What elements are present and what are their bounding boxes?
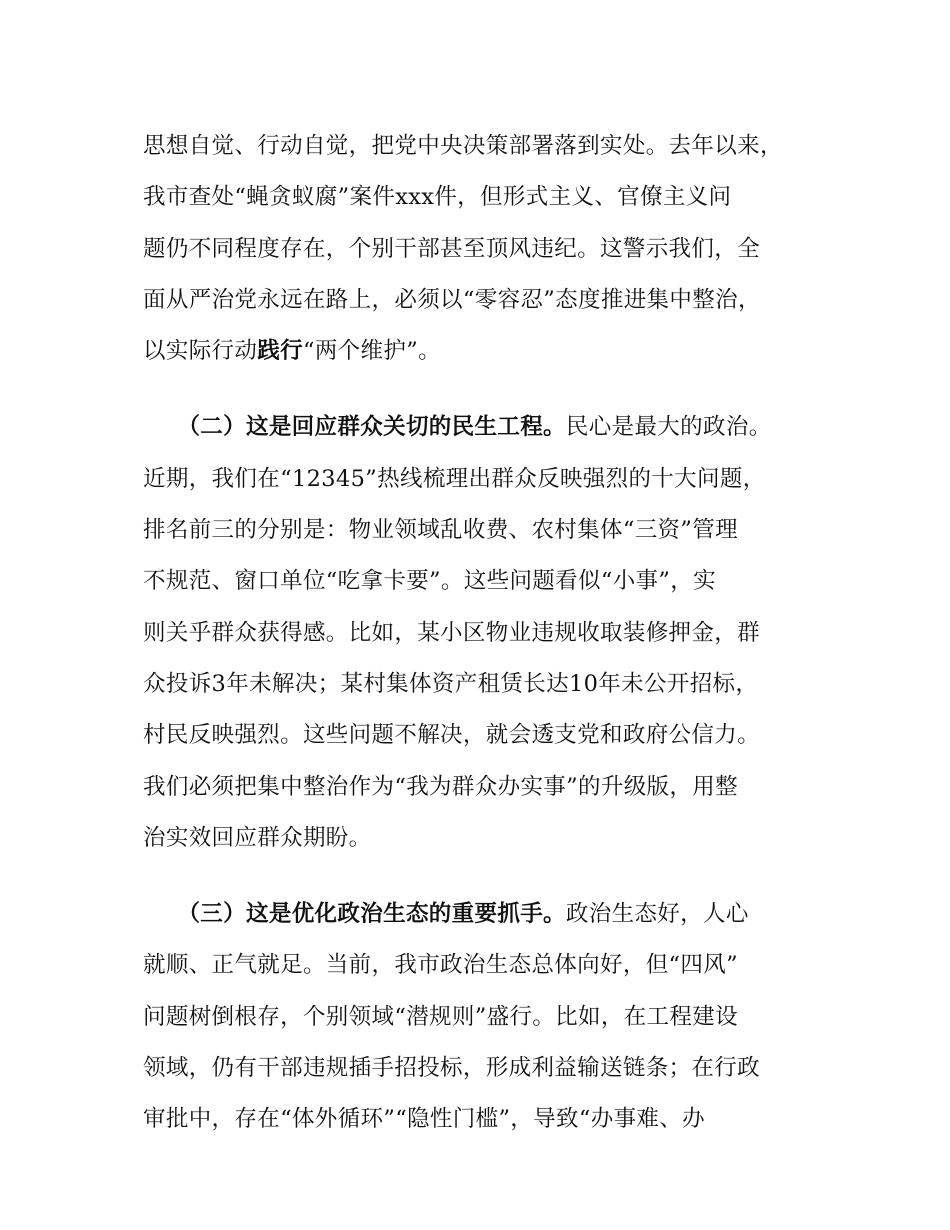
text-line: 就顺、正气就足。当前，我市政治生态总体向好，但“四风” bbox=[143, 952, 738, 979]
paragraph-2 bbox=[143, 402, 815, 864]
text-line: 问题树倒根存，个别领域“潜规则”盛行。比如，在工程建设 bbox=[143, 1003, 738, 1030]
text-run: 政治生态好，人心 bbox=[565, 901, 749, 928]
paragraph-3 bbox=[143, 889, 815, 1145]
indent bbox=[143, 901, 189, 927]
text-line: 我们必须把集中整治作为“我为群众办实事”的升级版，用整 bbox=[143, 773, 738, 800]
text-line bbox=[143, 889, 815, 940]
text-line: 我市查处“蝇贪蚁腐”案件xxx件，但形式主义、官僚主义问 bbox=[143, 184, 732, 211]
text-run: 民心是最大的政治。 bbox=[565, 414, 772, 441]
text-line: 众投诉3年未解决；某村集体资产租赁长达10年未公开招标， bbox=[143, 670, 759, 697]
indent bbox=[143, 414, 189, 440]
text-line: 治实效回应群众期盼。 bbox=[143, 824, 372, 851]
text-line: 排名前三的分别是：物业领域乱收费、农村集体“三资”管理 bbox=[143, 517, 738, 544]
bold-text-run: 践行 bbox=[257, 338, 303, 365]
paragraph-1 bbox=[143, 121, 815, 377]
section-heading: （三）这是优化政治生态的重要抓手。 bbox=[188, 901, 566, 928]
text-line: 不规范、窗口单位“吃拿卡要”。这些问题看似“小事”，实 bbox=[143, 568, 716, 595]
text-line: 审批中，存在“体外循环”“隐性门槛”，导致“办事难、办 bbox=[143, 1106, 705, 1133]
section-heading: （二）这是回应群众关切的民生工程。 bbox=[188, 414, 566, 441]
text-line bbox=[143, 402, 815, 453]
document-body bbox=[143, 121, 815, 1146]
text-line: 村民反映强烈。这些问题不解决，就会透支党和政府公信力。 bbox=[143, 722, 760, 749]
text-line: 思想自觉、行动自觉，把党中央决策部署落到实处。去年以来， bbox=[143, 133, 783, 159]
text-run: 以实际行动 bbox=[143, 338, 258, 365]
text-line: 近期，我们在“12345”热线梳理出群众反映强烈的十大问题， bbox=[143, 465, 766, 492]
text-line: 则关乎群众获得感。比如，某小区物业违规收取装修押金，群 bbox=[143, 619, 760, 646]
text-line bbox=[143, 326, 815, 377]
text-line: 题仍不同程度存在，个别干部甚至顶风违纪。这警示我们，全 bbox=[143, 235, 760, 262]
text-line: 面从严治党永远在路上，必须以“零容忍”态度推进集中整治， bbox=[143, 286, 761, 313]
text-run: “两个维护”。 bbox=[302, 338, 441, 365]
text-line: 领域，仍有干部违规插手招投标，形成利益输送链条；在行政 bbox=[143, 1055, 760, 1082]
